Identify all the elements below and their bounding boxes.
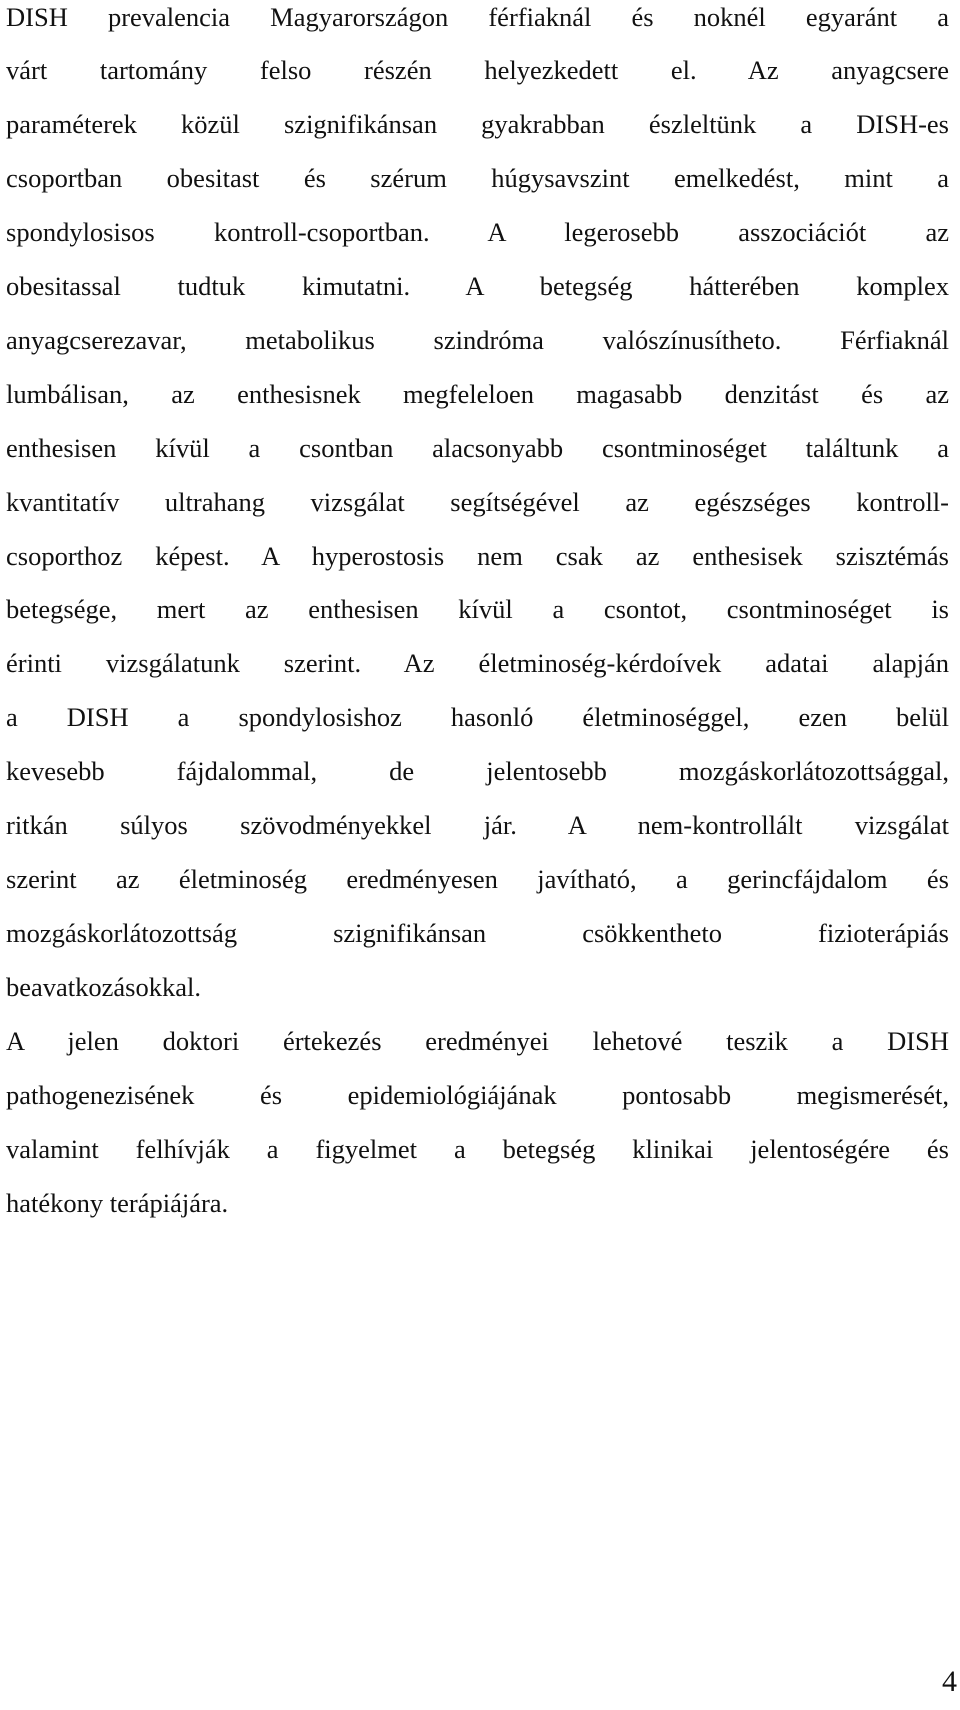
text-line: érinti vizsgálatunk szerint. Az életminoség-kérdoívek adatai alapján [6, 648, 949, 678]
text-line: beavatkozásokkal. [6, 972, 201, 1002]
text-line: kvantitatív ultrahang vizsgálat segítségével az egészséges kontroll- [6, 487, 949, 517]
text-line: várt tartomány felso részén helyezkedett el. Az anyagcsere [6, 55, 949, 85]
text-line: hatékony terápiájára. [6, 1188, 229, 1218]
text-line: DISH prevalencia Magyarországon férfiaknál és noknél egyaránt a [6, 2, 949, 32]
text-line: anyagcserezavar, metabolikus szindróma valószínusítheto. Férfiaknál [6, 325, 949, 355]
text-line: lumbálisan, az enthesisnek megfeleloen magasabb denzitást és az [6, 379, 949, 409]
text-line: kevesebb fájdalommal, de jelentosebb mozgáskorlátozottsággal, [6, 756, 949, 786]
text-line: csoportban obesitast és szérum húgysavszint emelkedést, mint a [6, 163, 949, 193]
text-line: obesitassal tudtuk kimutatni. A betegség hátterében komplex [6, 271, 949, 301]
text-line: paraméterek közül szignifikánsan gyakrabban észleltünk a DISH-es [6, 109, 949, 139]
text-line: betegsége, mert az enthesisen kívül a csontot, csontminoséget is [6, 594, 949, 624]
text-line: enthesisen kívül a csontban alacsonyabb csontminoséget találtunk a [6, 433, 949, 463]
text-line: ritkán súlyos szövodményekkel jár. A nem-kontrollált vizsgálat [6, 810, 949, 840]
text-line: mozgáskorlátozottság szignifikánsan csökkentheto fizioterápiás [6, 918, 949, 948]
document-page [6, 0, 954, 1710]
page-number: 4 [942, 1665, 957, 1698]
text-line: A jelen doktori értekezés eredményei lehetové teszik a DISH [6, 1026, 949, 1056]
text-line: valamint felhívják a figyelmet a betegség klinikai jelentoségére és [6, 1134, 949, 1164]
text-line: csoporthoz képest. A hyperostosis nem csak az enthesisek szisztémás [6, 541, 949, 571]
text-line: szerint az életminoség eredményesen javítható, a gerincfájdalom és [6, 864, 949, 894]
text-line: spondylosisos kontroll-csoportban. A legerosebb asszociációt az [6, 217, 949, 247]
text-line: pathogenezisének és epidemiológiájának pontosabb megismerését, [6, 1080, 949, 1110]
text-line: a DISH a spondylosishoz hasonló életminoséggel, ezen belül [6, 702, 949, 732]
